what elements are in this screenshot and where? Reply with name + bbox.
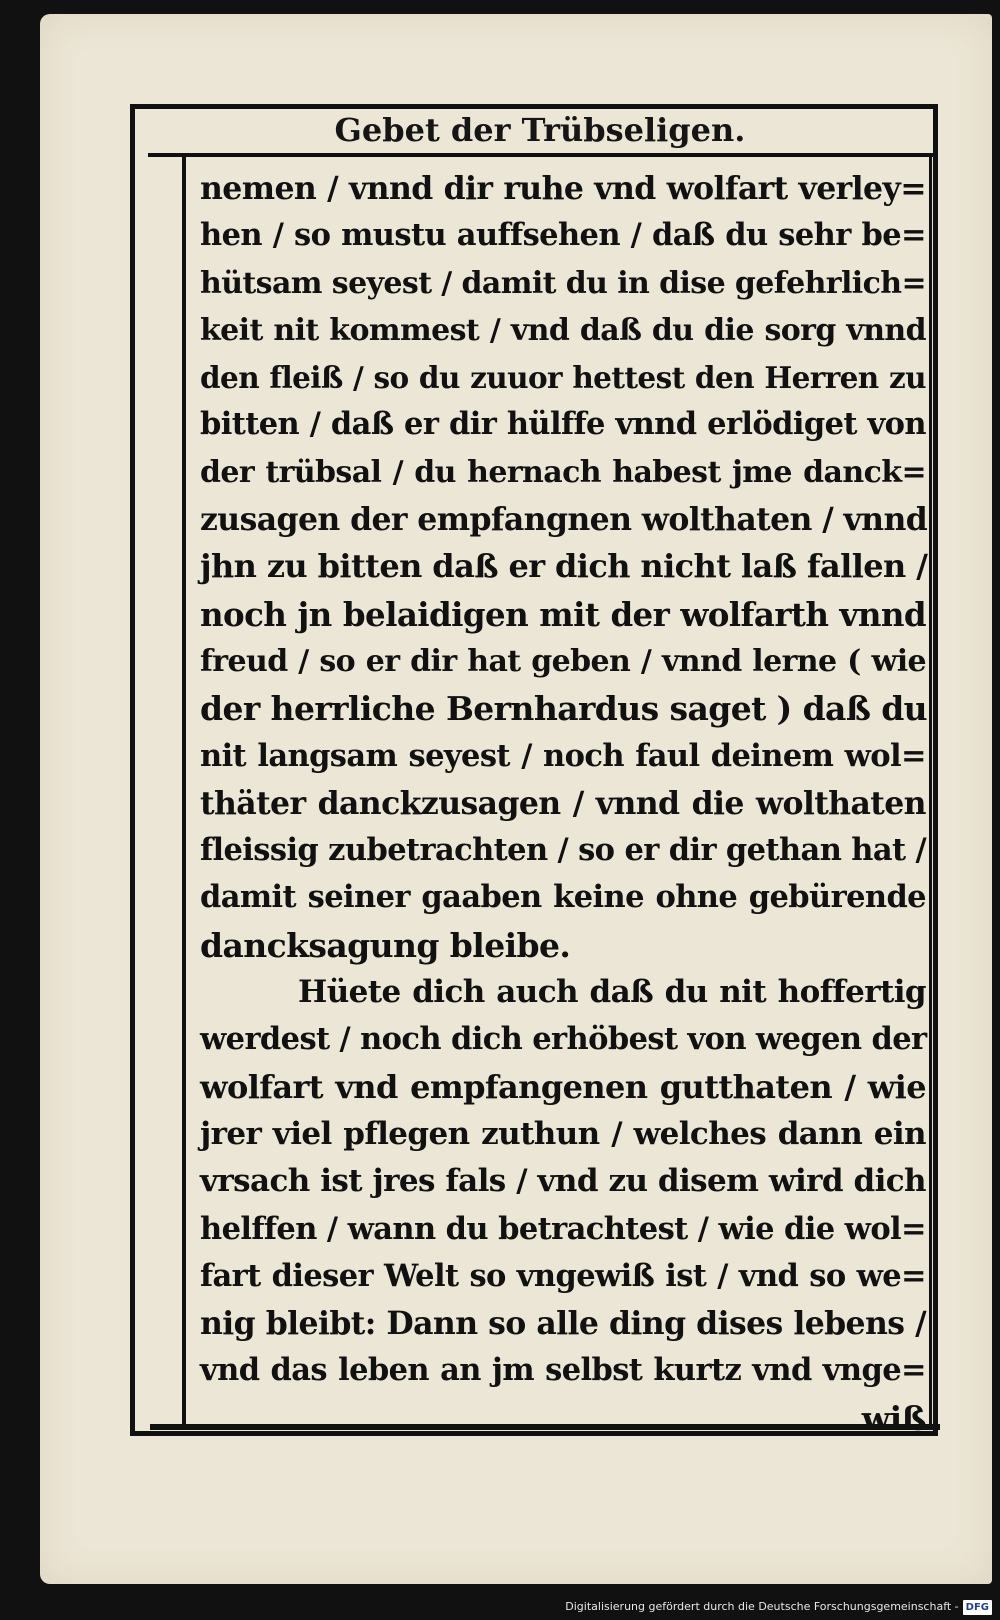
text-line: der herrliche Bernhardus saget ) daß du bbox=[200, 689, 928, 729]
text-line: den fleiß / so du zuuor hettest den Herren zu bbox=[200, 360, 926, 396]
inner-left-rule bbox=[182, 157, 186, 1425]
text-line: noch jn belaidigen mit der wolfarth vnnd bbox=[200, 594, 926, 634]
text-line: helffen / wann du betrachtest / wie die wol= bbox=[200, 1210, 926, 1247]
running-head: Gebet der Trübseligen. bbox=[334, 111, 746, 149]
dfg-logo: DFG bbox=[963, 1600, 992, 1615]
text-line: Hüete dich auch daß du nit hoffertig bbox=[298, 974, 926, 1011]
text-line: nemen / vnnd dir ruhe vnd wolfart verley= bbox=[200, 170, 926, 207]
text-line: nig bleibt: Dann so alle ding dises lebens / bbox=[200, 1305, 926, 1343]
text-line: fart dieser Welt so vngewiß ist / vnd so we= bbox=[200, 1257, 926, 1294]
text-line: damit seiner gaaben keine ohne gebürende bbox=[200, 879, 926, 916]
catchword: wiß bbox=[861, 1398, 926, 1438]
text-line: freud / so er dir hat geben / vnnd lerne ( wie bbox=[200, 643, 926, 679]
text-line: hen / so mustu auffsehen / daß du sehr be= bbox=[200, 217, 926, 254]
text-line: jhn zu bitten daß er dich nicht laß fallen / bbox=[200, 547, 928, 586]
text-line: zusagen der empfangnen wolthaten / vnnd bbox=[200, 501, 928, 539]
text-line: werdest / noch dich erhöbest von wegen der bbox=[200, 1021, 927, 1058]
text-line: vnd das leben an jm selbst kurtz vnd vnge= bbox=[200, 1352, 926, 1389]
text-line: nit langsam seyest / noch faul deinem wol= bbox=[200, 737, 926, 774]
text-line: keit nit kommest / vnd daß du die sorg vnnd bbox=[200, 312, 926, 348]
digitization-credit bbox=[565, 1596, 992, 1618]
text-line: hütsam seyest / damit du in dise gefehrlich= bbox=[200, 265, 926, 301]
header-rule bbox=[148, 153, 934, 157]
text-line: wolfart vnd empfangenen gutthaten / wie bbox=[200, 1067, 926, 1106]
body-text bbox=[200, 165, 926, 1442]
text-line: bitten / daß er dir hülffe vnnd erlödiget von bbox=[200, 406, 926, 443]
text-line: jrer viel pflegen zuthun / welches dann ein bbox=[200, 1115, 926, 1152]
text-line: thäter danckzusagen / vnnd die wolthaten bbox=[200, 784, 926, 822]
text-line: der trübsal / du hernach habest jme danck= bbox=[200, 454, 926, 490]
text-line: vrsach ist jres fals / vnd zu disem wird dich bbox=[200, 1163, 926, 1200]
text-line: dancksagung bleibe. bbox=[200, 925, 571, 965]
text-line: fleissig zubetrachten / so er dir gethan hat / bbox=[200, 832, 927, 869]
credit-text: Digitalisierung gefördert durch die Deutsche Forschungsgemeinschaft - bbox=[565, 1600, 959, 1613]
inner-right-rule bbox=[929, 157, 932, 1425]
